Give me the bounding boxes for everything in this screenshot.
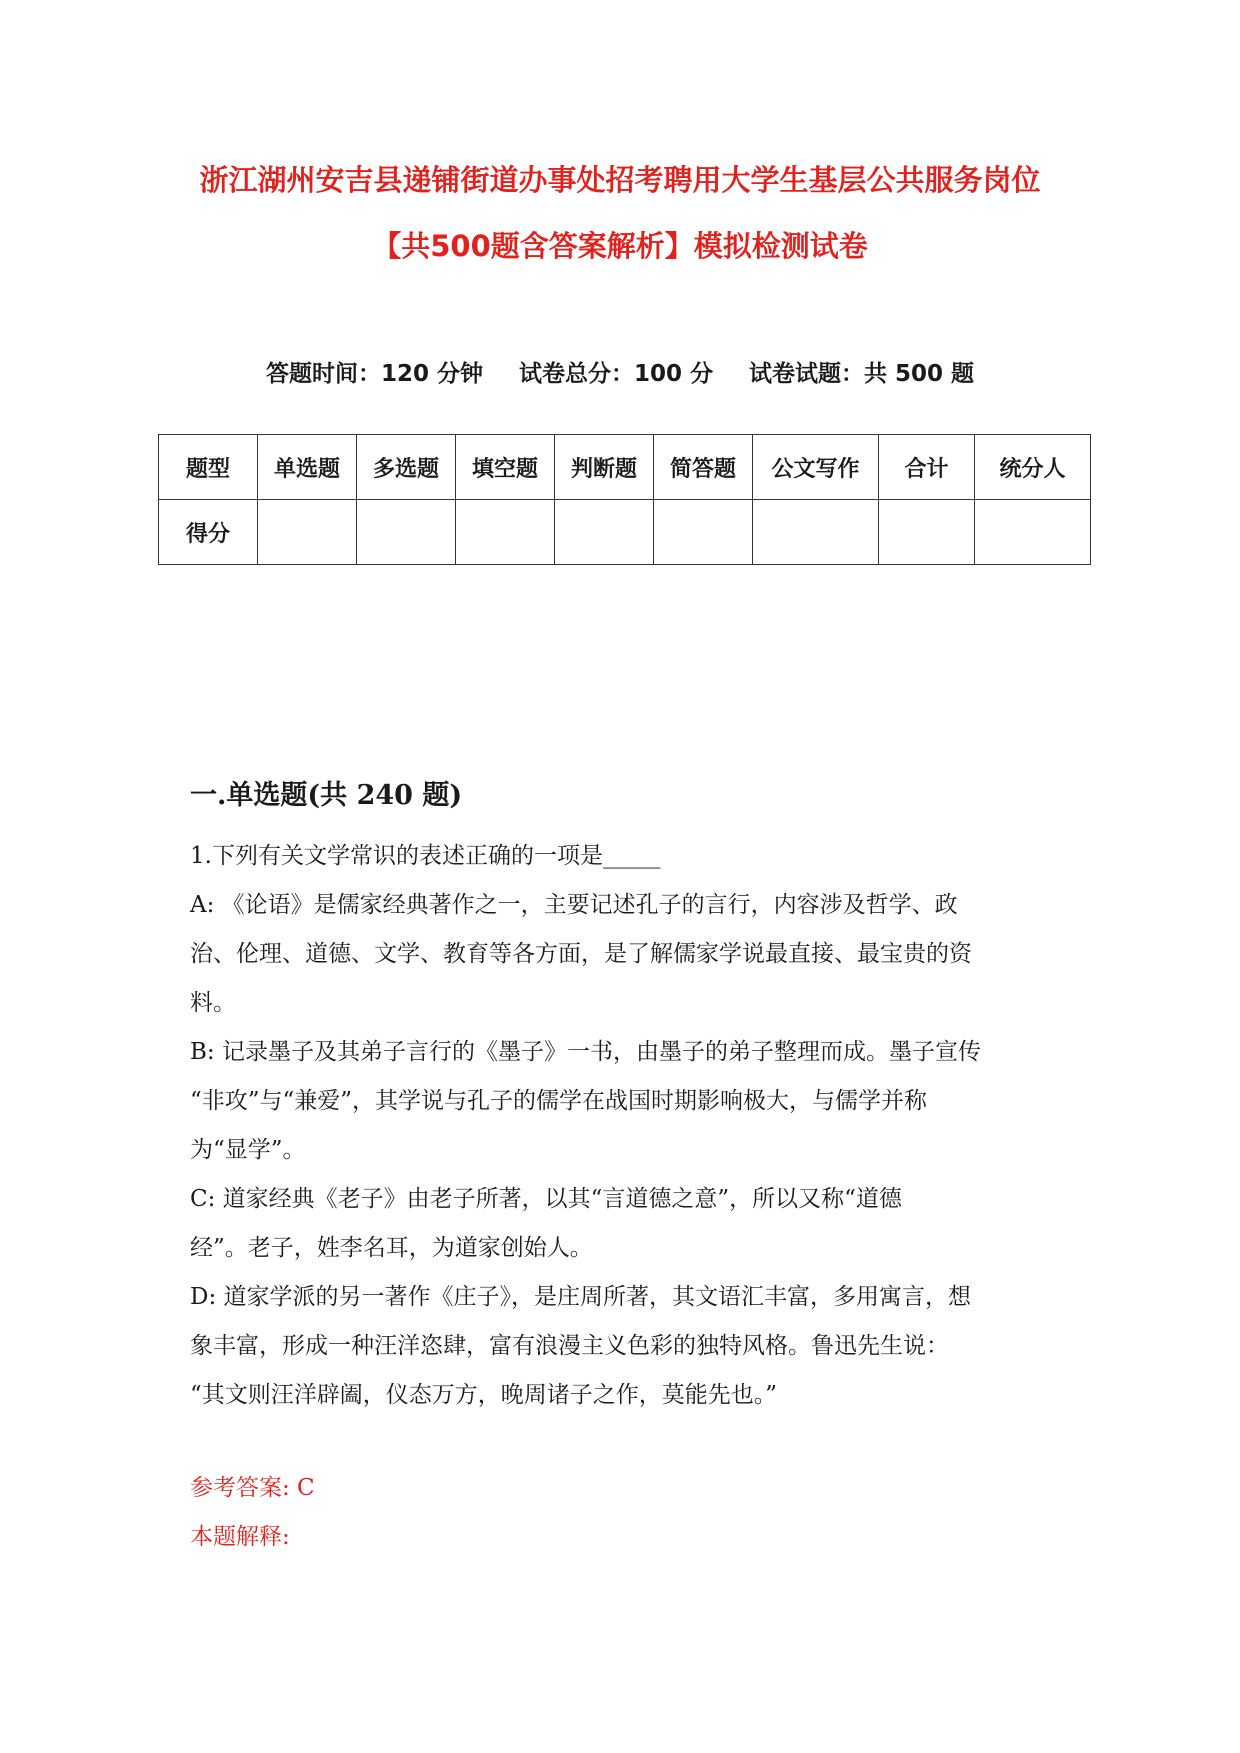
header-cell: 判断题 (555, 435, 654, 500)
document-title-line-2: 【共500题含答案解析】模拟检测试卷 (372, 229, 868, 263)
score-cell (357, 500, 456, 565)
question-block (190, 832, 1060, 1420)
option-line: 经”。老子，姓李名耳，为道家创始人。 (190, 1235, 593, 1261)
score-cell (456, 500, 555, 565)
score-cell (753, 500, 879, 565)
option-line: 治、伦理、道德、文学、教育等各方面，是了解儒家学说最直接、最宝贵的资 (190, 941, 972, 967)
header-cell: 多选题 (357, 435, 456, 500)
reference-answer: 参考答案: C (190, 1475, 315, 1501)
document-title-line-1: 浙江湖州安吉县递铺街道办事处招考聘用大学生基层公共服务岗位 (199, 163, 1041, 197)
option-line: 象丰富，形成一种汪洋恣肆，富有浪漫主义色彩的独特风格。鲁迅先生说： (190, 1333, 949, 1359)
exam-meta (0, 356, 1240, 392)
score-row-label: 得分 (159, 500, 258, 565)
header-cell: 公文写作 (753, 435, 879, 500)
option-line: D: 道家学派的另一著作《庄子》，是庄周所著，其文语汇丰富，多用寓言，想 (190, 1284, 972, 1310)
header-cell: 填空题 (456, 435, 555, 500)
header-cell: 简答题 (654, 435, 753, 500)
option-line: “其文则汪洋辟阖，仪态万方，晚周诸子之作，莫能先也。” (190, 1382, 778, 1408)
option-line: B: 记录墨子及其弟子言行的《墨子》一书，由墨子的弟子整理而成。墨子宣传 (190, 1039, 981, 1065)
header-cell: 统分人 (975, 435, 1091, 500)
answer-explanation-label: 本题解释: (190, 1524, 290, 1550)
header-cell: 合计 (879, 435, 975, 500)
score-table-score-row (159, 500, 1091, 565)
exam-time: 答题时间：120 分钟 (265, 361, 483, 387)
score-cell (654, 500, 753, 565)
question-stem: 1.下列有关文学常识的表述正确的一项是_____ (190, 843, 661, 869)
header-cell: 单选题 (258, 435, 357, 500)
option-line: A: 《论语》是儒家经典著作之一，主要记述孔子的言行，内容涉及哲学、政 (190, 892, 958, 918)
option-line: “非攻”与“兼爱”，其学说与孔子的儒学在战国时期影响极大，与儒学并称 (190, 1088, 928, 1114)
score-cell (879, 500, 975, 565)
exam-question-count: 试卷试题：共 500 题 (749, 361, 975, 387)
score-table-header-row (159, 435, 1091, 500)
exam-total-score: 试卷总分：100 分 (518, 361, 714, 387)
header-cell: 题型 (159, 435, 258, 500)
option-line: 料。 (190, 990, 236, 1016)
score-cell (975, 500, 1091, 565)
score-cell (555, 500, 654, 565)
answer-block (190, 1464, 1060, 1562)
score-table (158, 434, 1091, 565)
option-line: 为“显学”。 (190, 1137, 306, 1163)
section-title: 一.单选题(共 240 题) (190, 780, 463, 811)
option-line: C: 道家经典《老子》由老子所著，以其“言道德之意”，所以又称“道德 (190, 1186, 902, 1212)
score-cell (258, 500, 357, 565)
